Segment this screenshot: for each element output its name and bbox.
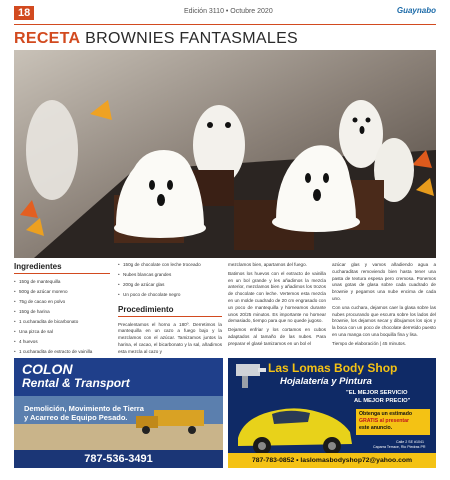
list-item: • Un poco de chocolate negro: [118, 292, 222, 299]
colon-service-line-2: y Acarreo de Equipo Pesado.: [24, 413, 128, 422]
ingredients-list-continued: [118, 262, 222, 299]
edition-info: Edición 3110 • Octubre 2020: [184, 8, 273, 15]
lomas-address-line-1: Calle 2 SE #1041: [396, 440, 424, 444]
procedure-paragraph: azúcar glas y vamos añadiendo agua a cucharaditas removiendo bien hasta tener una pasta de textura espesa pero cremosa. Ponemos unas gotas de glasa sobre cada cuadrado de brownie y pegamos una nube encima de cada uno.: [332, 262, 436, 301]
procedure-paragraph: Batimos los huevos con el extracto de vainilla en un bol grande y les añadimos la mezcla anterior, mezclamos bien y añadimos los trozos de chocolate con leche. Vertemos esta mezcla en un molde cuadrado de 20 cm engrasado con un poco de mantequilla y horneamos durante unos 20/25 minutos. Es importante no hornear demasiado, tiempo para que no quede jugoso.: [228, 270, 326, 324]
lomas-slogan-line-1: "EL MEJOR SERVICIO: [346, 390, 408, 396]
las-lomas-ad[interactable]: [228, 358, 436, 468]
procedure-paragraph: Precalentamos el horno a 180º. Derretimos la mantequilla en un cazo a fuego bajo y la mezclamos con el azúcar. Tamizamos juntos la harina, el cacao, el bicarbonato y la sal, añadimos esta mezcla al cazo y: [118, 321, 222, 354]
list-item: • 200g de azúcar glas: [118, 282, 222, 289]
list-item: • 150g de chocolate con leche troceado: [118, 262, 222, 269]
ingredients-heading: Ingredientes: [14, 264, 110, 274]
lomas-brand: Las Lomas Body Shop: [268, 361, 398, 375]
lomas-brand-sub: Hojalatería y Pintura: [280, 376, 372, 387]
list-item: • 4 huevos: [14, 339, 110, 346]
list-item: • 1 cucharadita de bicarbonato: [14, 319, 110, 326]
lomas-contact[interactable]: 787-783-0852 • laslomasbodyshop72@yahoo.com: [228, 453, 436, 468]
ingredients-column-1: [14, 262, 110, 359]
list-item: • 500g de azúcar moreno: [14, 289, 110, 296]
lomas-address-line-2: Caparra Terrace, Rio Piedras PR: [373, 445, 426, 449]
promo-line-3: este anuncio.: [359, 425, 393, 431]
procedure-paragraph: Con una cuchara, dejamos caer la glasa sobre las nubes procurando que escurra sobre los lados del brownie, los dejamos secar y dibujamos los ojos y la boca con un poco de chocolate derretido puesto en una manga con una boquilla fina y lisa.: [332, 304, 436, 337]
publication-logo: Guaynabo: [396, 6, 436, 15]
ghost-brownies-photo: [14, 50, 436, 258]
colon-brand: COLON: [22, 361, 73, 377]
promo-line-1: Obtenga un estimado: [359, 411, 413, 417]
ingredients-list: [14, 279, 110, 356]
prep-time: Tiempo de elaboración | 45 minutos.: [332, 340, 407, 346]
promo-line-2: GRATIS al presentar: [359, 418, 410, 424]
colon-rental-ad[interactable]: [14, 358, 223, 468]
page-header: [14, 6, 436, 24]
colon-service-line-1: Demolición, Movimiento de Tierra: [24, 404, 144, 413]
procedure-column-4: [332, 262, 436, 350]
list-item: • Nubes blancas grandes: [118, 272, 222, 279]
colon-brand-sub: Rental & Transport: [22, 376, 130, 390]
list-item: • 150g de harina: [14, 309, 110, 316]
procedure-heading: Procedimiento: [118, 307, 222, 317]
colon-phone[interactable]: 787-536-3491: [14, 450, 223, 468]
procedure-column-3: [228, 262, 326, 350]
ghost-brownies-illustration: [14, 50, 436, 258]
header-divider: [14, 24, 436, 25]
title-text: BROWNIES FANTASMALES: [85, 30, 299, 47]
article-title: [14, 30, 298, 48]
page-number: 18: [14, 6, 34, 20]
ingredients-column-2: [118, 262, 222, 358]
lomas-slogan-line-2: AL MEJOR PRECIO": [354, 398, 411, 404]
procedure-paragraph: mezclamos bien, apartamos del fuego.: [228, 262, 307, 267]
list-item: • 75g de cacao en polvo: [14, 299, 110, 306]
procedure-paragraph: Dejamos enfriar y los cortamos en cubos adaptados al tamaño de las nubes. Para preparar el glasé tamizamos en un bol el: [228, 327, 326, 346]
list-item: • Una pizca de sal: [14, 329, 110, 336]
list-item: • 1 cucharadita de extracto de vainilla: [14, 349, 110, 356]
title-keyword: RECETA: [14, 30, 81, 47]
list-item: • 150g de mantequilla: [14, 279, 110, 286]
